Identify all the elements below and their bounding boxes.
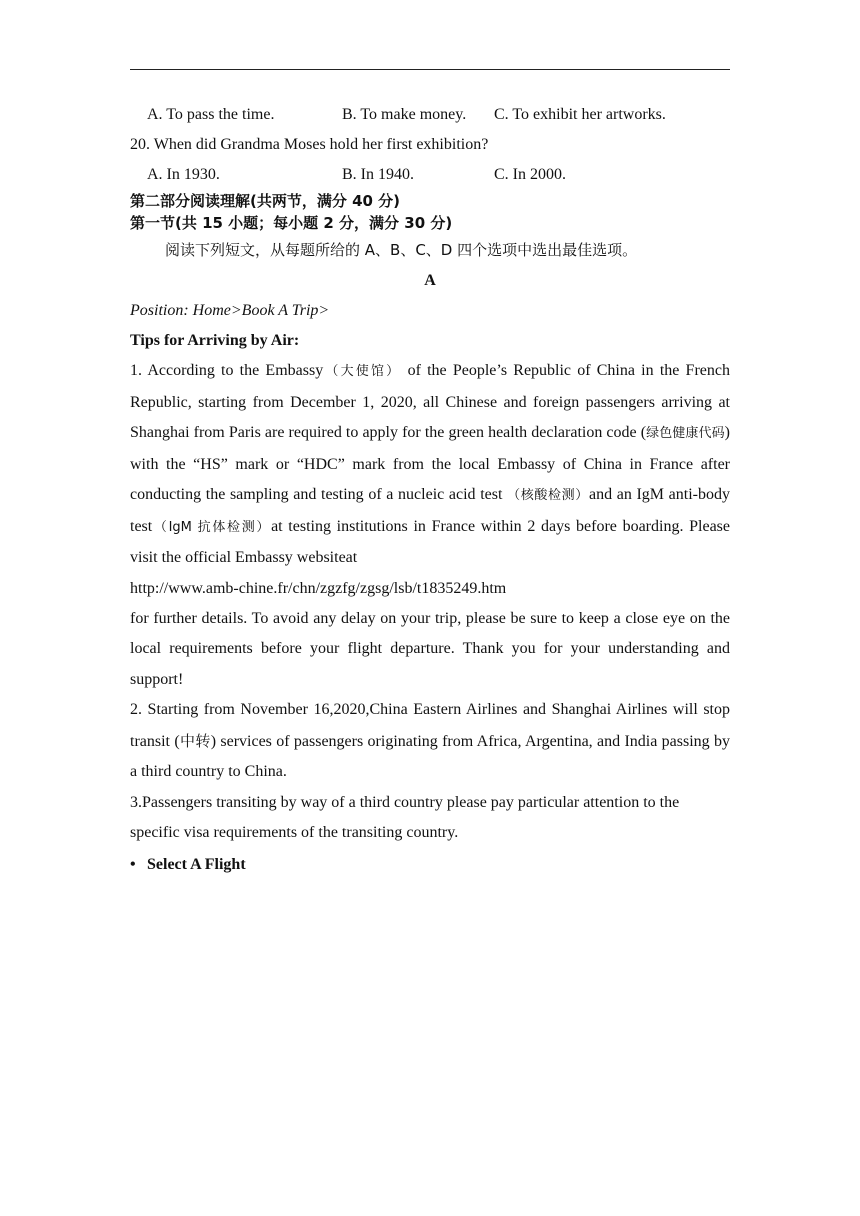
tip1-text: of the People’s Republic of China in the French Republic, starting from December 1, 2020, all Chinese and foreign passengers arriving at Shanghai from Paris are required to apply for the green health declaration code ( [130,362,730,441]
tip-1-paragraph [130,356,730,574]
option-b: B. To make money. [342,106,467,123]
tip1-zh-nucleic: （核酸检测） [507,488,589,503]
option-a: A. To pass the time. [147,106,275,123]
passage-label: A [424,272,436,289]
tips-heading: Tips for Arriving by Air: [130,332,300,349]
tip1-text: ) with the “HS” mark or “HDC” mark from the local Embassy of China in France after conducting the sampling and testing of a nucleic acid test [130,424,730,503]
reading-instruction: 阅读下列短文，从每题所给的 A、B、C、D 四个选项中选出最佳选项。 [165,241,638,259]
prev-question-options [130,100,730,130]
tip1-text: at testing institutions in France within 2 days before boarding. Please visit the official Embassy websiteat [130,517,730,566]
tip-1-tail: for further details. To avoid any delay on your trip, please be sure to keep a close eye on the local requirements before your flight departure. Thank you for your understanding and support! [130,609,730,688]
select-flight-item [130,849,730,881]
bullet-icon: • [130,855,136,873]
option-c: C. To exhibit her artworks. [494,106,666,123]
tip2-text: 2. Starting from November 16,2020,China Eastern Airlines and Shanghai Airlines will stop transit ( [130,701,730,750]
tip1-zh-embassy: （大使馆） [323,364,402,379]
tip1-zh-code: 绿色健康代码 [646,426,725,441]
tip2-text: ) services of passengers originating from Africa, Argentina, and India passing by a third country to China. [130,732,730,780]
q20-option-a: A. In 1930. [147,166,220,183]
question-20-options [130,160,730,190]
part-two-title: 第二部分阅读理解(共两节，满分 40 分) [130,192,401,210]
select-flight-label: Select A Flight [147,855,246,873]
tip1-text: 1. According to the Embassy [130,362,324,379]
breadcrumb-position: Position: Home>Book A Trip> [130,302,330,319]
header-rule [130,69,730,70]
tip-3-paragraph: 3.Passengers transiting by way of a third country please pay particular attention to the specific visa requirements of the transiting country. [130,793,680,841]
tip1-text: and an IgM anti-body test [130,486,730,535]
page-content [130,100,730,881]
tip1-zh-igm: （IgM 抗体检测） [152,519,272,535]
q20-option-b: B. In 1940. [342,166,414,183]
embassy-url: http://www.amb-chine.fr/chn/zgzfg/zgsg/lsb/t1835249.htm [130,579,507,597]
tip2-zh-transit: 中转 [179,731,211,750]
q20-option-c: C. In 2000. [494,166,566,183]
section-one-title: 第一节(共 15 小题；每小题 2 分，满分 30 分) [130,214,453,232]
tip-2-paragraph [130,695,730,788]
question-20: 20. When did Grandma Moses hold her first exhibition? [130,136,489,153]
